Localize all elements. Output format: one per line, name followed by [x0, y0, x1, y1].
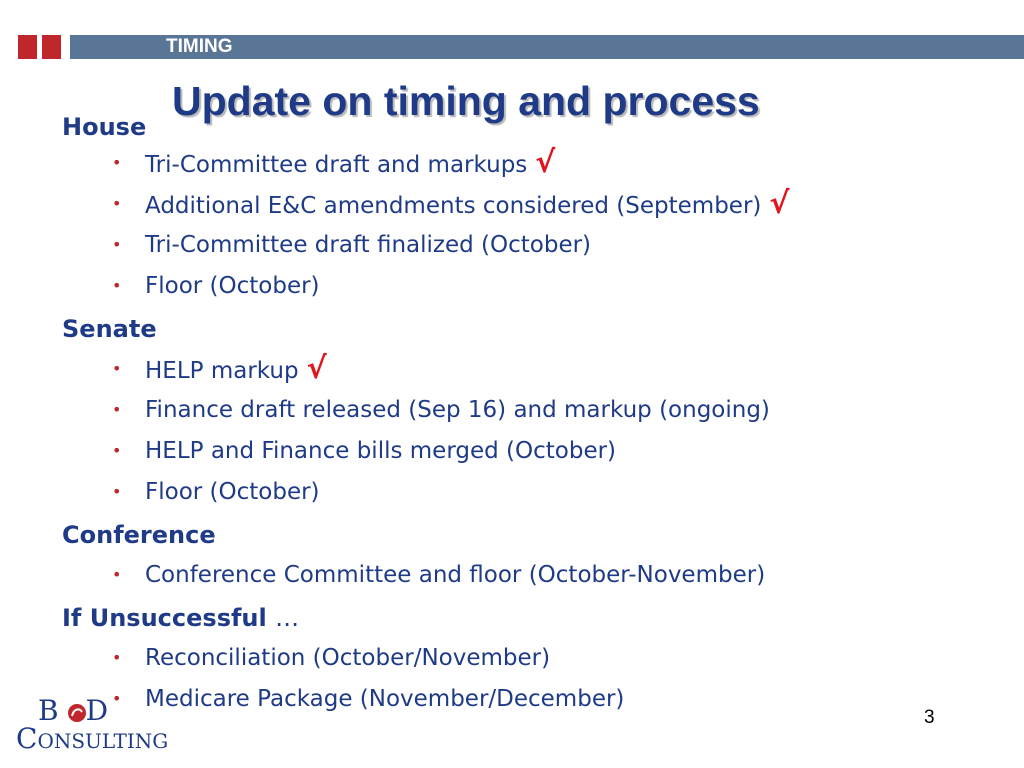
list-item-text: Additional E&C amendments considered (September) [145, 193, 762, 219]
list-item-text: Floor (October) [145, 479, 320, 505]
section-heading-text: Senate [62, 315, 157, 343]
bullet-icon: • [112, 359, 122, 378]
check-mark-icon: √ [306, 351, 327, 386]
list-item-text: HELP markup [145, 358, 299, 384]
section-heading-text: House [62, 113, 147, 141]
logo-line-1: B D [38, 694, 110, 727]
check-mark-icon: √ [535, 145, 556, 180]
list-item [62, 395, 962, 436]
logo-line-2: CONSULTING [16, 722, 169, 755]
section-label: TIMING [166, 36, 233, 57]
list-item [62, 436, 962, 477]
bullet-icon: • [112, 648, 122, 667]
red-square-decoration [42, 35, 61, 59]
red-square-decoration [18, 35, 37, 59]
check-mark-icon: √ [769, 186, 790, 221]
bullet-icon: • [112, 235, 122, 254]
bullet-icon: • [112, 565, 122, 584]
section-heading [62, 314, 962, 354]
list-item [62, 351, 962, 395]
bullet-icon: • [112, 482, 122, 501]
list-item-text: Floor (October) [145, 273, 320, 299]
list-item [62, 560, 962, 601]
list-item [62, 186, 962, 230]
bullet-icon: • [112, 441, 122, 460]
bullet-icon: • [112, 400, 122, 419]
section-heading-text: Conference [62, 521, 216, 549]
section-heading-suffix: … [275, 604, 300, 632]
list-item-text: Reconciliation (October/November) [145, 645, 551, 671]
list-item-text: Conference Committee and floor (October-November) [145, 562, 766, 588]
slide-content [62, 110, 962, 725]
bullet-icon: • [112, 276, 122, 295]
list-item-text: Medicare Package (November/December) [145, 686, 625, 712]
bullet-icon: • [112, 153, 122, 172]
section-heading [62, 520, 962, 560]
list-item [62, 230, 962, 271]
list-item-text: Finance draft released (Sep 16) and markup (ongoing) [145, 397, 770, 423]
list-item-text: HELP and Finance bills merged (October) [145, 438, 617, 464]
list-item [62, 145, 962, 189]
header-bar [0, 35, 1024, 59]
list-item [62, 477, 962, 518]
bullet-icon: • [112, 689, 122, 708]
logo-mark-icon [66, 702, 88, 724]
slide-title: Update on timing and process [172, 78, 760, 124]
list-item [62, 643, 962, 684]
bd-consulting-logo [16, 696, 216, 756]
section-heading [62, 603, 962, 643]
list-item-text: Tri-Committee draft and markups [145, 152, 528, 178]
list-item [62, 271, 962, 312]
section-heading-text: If Unsuccessful [62, 604, 267, 632]
header-band [70, 35, 1024, 59]
bullet-icon: • [112, 194, 122, 213]
section-heading [62, 112, 962, 148]
page-number: 3 [924, 707, 935, 728]
list-item-text: Tri-Committee draft finalized (October) [145, 232, 592, 258]
